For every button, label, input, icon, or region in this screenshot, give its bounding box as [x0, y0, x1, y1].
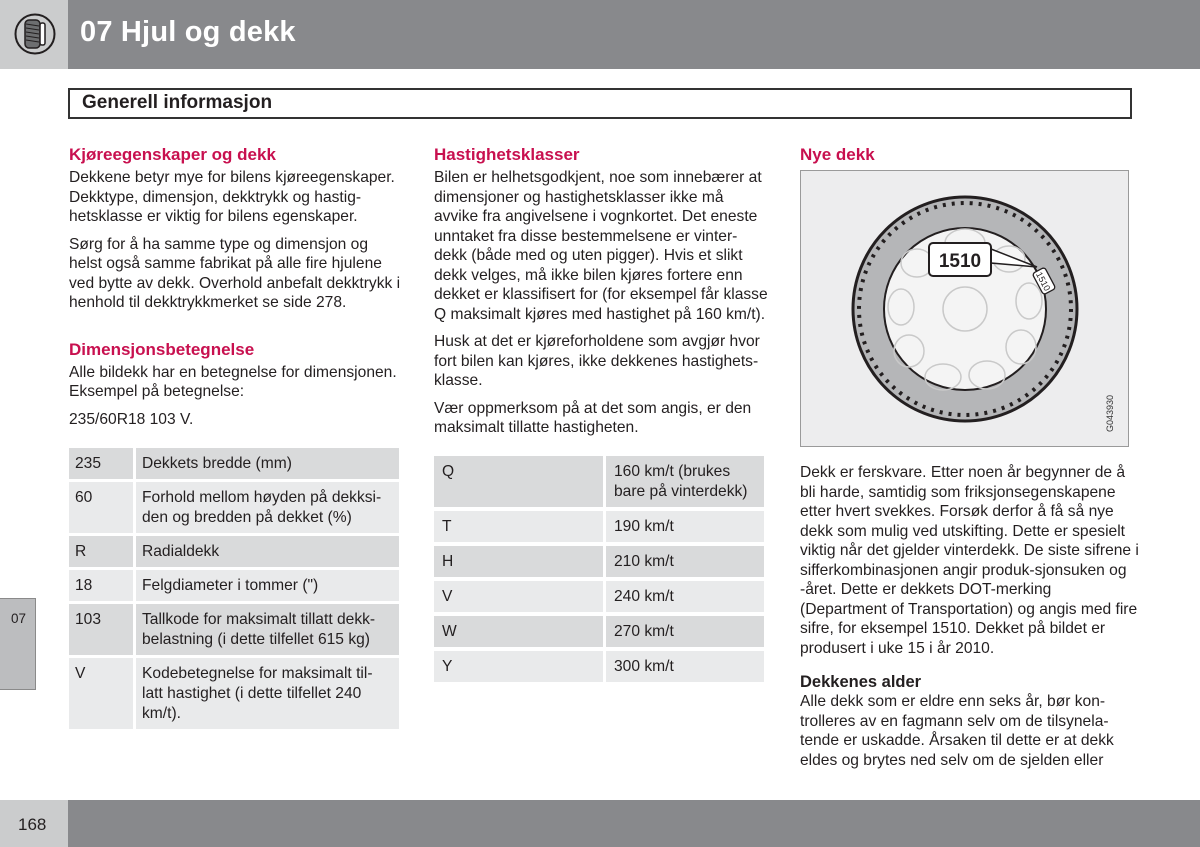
meaning-cell: Tallkode for maksimalt tillatt dekk-belastning (i dette tilfellet 615 kg) [136, 604, 399, 655]
paragraph: Alle bildekk har en betegnelse for dimensjonen. Eksempel på betegnelse: [69, 363, 397, 400]
paragraph: Husk at det er kjøreforholdene som avgjør hvor fort bilen kan kjøres, ikke dekkenes hastighets-klasse. [434, 333, 760, 389]
meaning-cell: Radialdekk [136, 536, 399, 567]
table-row [69, 658, 399, 729]
paragraph: Sørg for å ha samme type og dimensjon og helst også samme fabrikat på alle fire hjulene ved bytte av dekk. Overhold anbefalt dekktrykk i henhold til dekktrykkmerket se side 278. [69, 235, 401, 311]
callout-label: 1510 [938, 251, 982, 272]
column-2 [434, 144, 770, 686]
code-cell: 60 [69, 482, 136, 533]
table-row [69, 448, 399, 479]
table-row [434, 616, 764, 647]
table-row [69, 482, 399, 533]
table-row [69, 570, 399, 601]
paragraph: Bilen er helhetsgodkjent, noe som innebærer at dimensjoner og hastighetsklasser ikke må avvike fra angivelsene i vognkortet. Det eneste unntaket fra disse bestemmelsene er vinter-dekk (både med og uten pigger). Hvis et slikt dekk velges, må ikke bilen kjøres fortere enn dekket er klassifisert for (for eksempel får klasse Q maksimalt kjøres med hastighet på 160 km/t). [434, 169, 768, 323]
column-3 [800, 144, 1140, 778]
heading-driving-properties: Kjøreegenskaper og dekk [69, 145, 276, 164]
page-number: 168 [18, 815, 47, 834]
speed-cell: 160 km/t (brukes bare på vinterdekk) [606, 456, 764, 507]
class-cell: Y [434, 651, 606, 682]
meaning-cell: Kodebetegnelse for maksimalt til-latt hastighet (i dette tilfellet 240 km/t). [136, 658, 399, 729]
class-cell: W [434, 616, 606, 647]
meaning-cell: Felgdiameter i tommer (") [136, 570, 399, 601]
code-cell: 103 [69, 604, 136, 655]
code-cell: 18 [69, 570, 136, 601]
paragraph: Dekkene betyr mye for bilens kjøreegenskaper. Dekktype, dimensjon, dekktrykk og hastig-hetsklasse er viktig for bilens egenskaper. [69, 169, 395, 225]
table-row [434, 511, 764, 542]
speed-cell: 190 km/t [606, 511, 764, 542]
footer-bar [68, 800, 1200, 847]
class-cell: Q [434, 456, 606, 507]
class-cell: V [434, 581, 606, 612]
speed-cell: 210 km/t [606, 546, 764, 577]
header-icon-block [0, 0, 68, 69]
chapter-title: 07 Hjul og dekk [80, 16, 296, 48]
section-title: Generell informasjon [82, 92, 273, 113]
table-row [69, 604, 399, 655]
class-cell: T [434, 511, 606, 542]
tire-illustration [800, 170, 1129, 447]
heading-speed-classes: Hastighetsklasser [434, 145, 580, 164]
dimension-table [69, 445, 399, 732]
heading-dimension-designation: Dimensjonsbetegnelse [69, 339, 255, 359]
table-row [434, 546, 764, 577]
paragraph: Dekk er ferskvare. Etter noen år begynner de å bli harde, samtidig som friksjonsegenskapene etter hvert svekkes. Forsøk derfor å få så nye dekk som mulig ved utskifting. Dette er spesielt viktig når det gjelder vinterdekk. De siste sifrene i sifferkombinasjonen angir produk-sjonsuken og -året. Dette er dekkets DOT-merking (Department of Transportation) og angis med fire sifre, for eksempel 1510. Dekket på bildet er produsert i uke 15 i år 2010. [800, 464, 1139, 657]
paragraph: Alle dekk som er eldre enn seks år, bør kon-trolleres av en fagmann selv om de tilsynela-tende er uskadde. Årsaken til dette er at dekk eldes og brytes ned selv om de sjelden eller [800, 693, 1114, 769]
tire-icon [14, 13, 56, 55]
tire-drawing [801, 171, 1128, 446]
paragraph: Vær oppmerksom på at det som angis, er den maksimalt tillatte hastigheten. [434, 399, 752, 436]
chapter-tab-label: 07 [11, 611, 27, 626]
column-1 [69, 144, 404, 732]
table-row [69, 536, 399, 567]
chapter-side-tab [0, 598, 36, 690]
heading-new-tires: Nye dekk [800, 145, 875, 164]
table-row [434, 651, 764, 682]
code-cell: R [69, 536, 136, 567]
meaning-cell: Dekkets bredde (mm) [136, 448, 399, 479]
section-title-box [68, 88, 1132, 119]
code-cell: V [69, 658, 136, 729]
speed-cell: 270 km/t [606, 616, 764, 647]
table-row [434, 581, 764, 612]
class-cell: H [434, 546, 606, 577]
figure-code: G043930 [1104, 394, 1115, 432]
tire-dot-marking: 1510 [1034, 270, 1053, 293]
subheading-tire-age: Dekkenes alder [800, 673, 922, 691]
speed-class-table [434, 452, 764, 686]
speed-cell: 240 km/t [606, 581, 764, 612]
example-designation: 235/60R18 103 V. [69, 410, 194, 428]
speed-cell: 300 km/t [606, 651, 764, 682]
meaning-cell: Forhold mellom høyden på dekksi-den og bredden på dekket (%) [136, 482, 399, 533]
code-cell: 235 [69, 448, 136, 479]
table-row [434, 456, 764, 507]
